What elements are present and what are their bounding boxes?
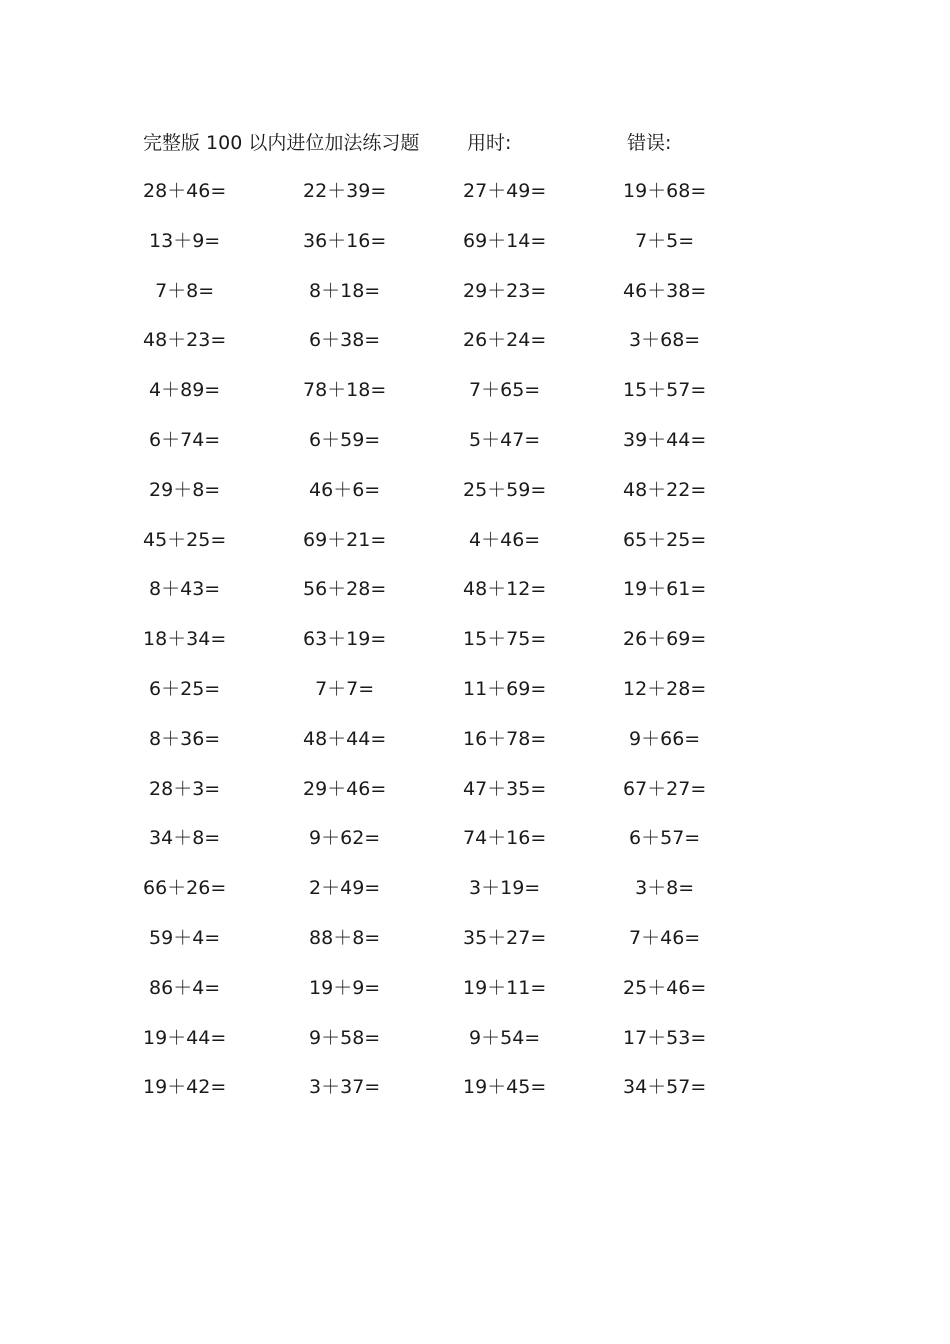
addition-problem: 7＋8= [143,279,215,302]
addition-problem: 63＋19= [303,628,387,651]
problem-row [0,176,950,226]
addition-problem: 19＋45= [463,1076,547,1099]
addition-problem: 19＋44= [143,1026,227,1049]
addition-problem: 9＋54= [463,1026,541,1049]
addition-problem: 19＋9= [303,976,381,999]
addition-problem: 3＋8= [623,877,695,900]
problem-row [0,276,950,326]
addition-problem: 12＋28= [623,677,707,700]
addition-problem: 34＋8= [143,827,221,850]
problem-row [0,425,950,475]
addition-problem: 29＋23= [463,279,547,302]
addition-problem: 6＋38= [303,329,381,352]
addition-problem: 74＋16= [463,827,547,850]
addition-problem: 13＋9= [143,229,221,252]
addition-problem: 28＋46= [143,180,227,202]
addition-problem: 69＋14= [463,229,547,252]
addition-problem: 19＋61= [623,578,707,601]
addition-problem: 29＋8= [143,478,221,501]
addition-problem: 35＋27= [463,926,547,949]
problem-row [0,823,950,873]
addition-problem: 26＋69= [623,628,707,651]
addition-problem: 26＋24= [463,329,547,352]
addition-problem: 25＋46= [623,976,707,999]
addition-problem: 36＋16= [303,229,387,252]
addition-problem: 18＋34= [143,628,227,651]
addition-problem: 7＋46= [623,926,701,949]
problem-row [0,475,950,525]
addition-problem: 66＋26= [143,877,227,900]
problem-row [0,973,950,1023]
addition-problem: 11＋69= [463,677,547,700]
addition-problem: 15＋57= [623,379,707,402]
addition-problem: 3＋68= [623,329,701,352]
addition-problem: 6＋59= [303,428,381,451]
addition-problem: 22＋39= [303,180,387,202]
problem-row [0,674,950,724]
addition-problem: 86＋4= [143,976,221,999]
problem-row [0,525,950,575]
addition-problem: 48＋12= [463,578,547,601]
problem-row [0,226,950,276]
addition-problem: 16＋78= [463,727,547,750]
problem-row [0,1023,950,1073]
addition-problem: 48＋22= [623,478,707,501]
addition-problem: 4＋89= [143,379,221,402]
addition-problem: 48＋44= [303,727,387,750]
problem-row [0,923,950,973]
addition-problem: 6＋25= [143,677,221,700]
addition-problem: 8＋18= [303,279,381,302]
problem-row [0,724,950,774]
addition-problem: 78＋18= [303,379,387,402]
addition-problem: 4＋46= [463,528,541,551]
addition-problem: 27＋49= [463,180,547,202]
problem-row [0,375,950,425]
addition-problem: 46＋38= [623,279,707,302]
addition-problem: 65＋25= [623,528,707,551]
addition-problem: 56＋28= [303,578,387,601]
addition-problem: 9＋66= [623,727,701,750]
problem-row [0,624,950,674]
addition-problem: 7＋65= [463,379,541,402]
problem-row [0,574,950,624]
problem-row [0,325,950,375]
addition-problem: 7＋7= [303,677,375,700]
addition-problem: 48＋23= [143,329,227,352]
addition-problem: 9＋58= [303,1026,381,1049]
addition-problem: 19＋42= [143,1076,227,1099]
addition-problem: 46＋6= [303,478,381,501]
addition-problem: 39＋44= [623,428,707,451]
addition-problem: 45＋25= [143,528,227,551]
problem-row [0,774,950,824]
time-label: 用时: [467,132,512,154]
addition-problem: 15＋75= [463,628,547,651]
addition-problem: 19＋68= [623,180,707,202]
addition-problem: 47＋35= [463,777,547,800]
problem-row [0,1072,950,1122]
addition-problem: 8＋43= [143,578,221,601]
addition-problem: 88＋8= [303,926,381,949]
addition-problem: 17＋53= [623,1026,707,1049]
error-label: 错误: [627,132,672,154]
problem-grid [0,176,950,1122]
worksheet-title: 完整版 100 以内进位加法练习题 [143,132,420,154]
addition-problem: 29＋46= [303,777,387,800]
addition-problem: 34＋57= [623,1076,707,1099]
addition-problem: 6＋57= [623,827,701,850]
addition-problem: 59＋4= [143,926,221,949]
addition-problem: 28＋3= [143,777,221,800]
addition-problem: 67＋27= [623,777,707,800]
addition-problem: 2＋49= [303,877,381,900]
addition-problem: 69＋21= [303,528,387,551]
problem-row [0,873,950,923]
addition-problem: 19＋11= [463,976,547,999]
addition-problem: 3＋37= [303,1076,381,1099]
addition-problem: 25＋59= [463,478,547,501]
addition-problem: 8＋36= [143,727,221,750]
worksheet-header [0,128,950,158]
addition-problem: 5＋47= [463,428,541,451]
addition-problem: 3＋19= [463,877,541,900]
addition-problem: 6＋74= [143,428,221,451]
addition-problem: 9＋62= [303,827,381,850]
addition-problem: 7＋5= [623,229,695,252]
